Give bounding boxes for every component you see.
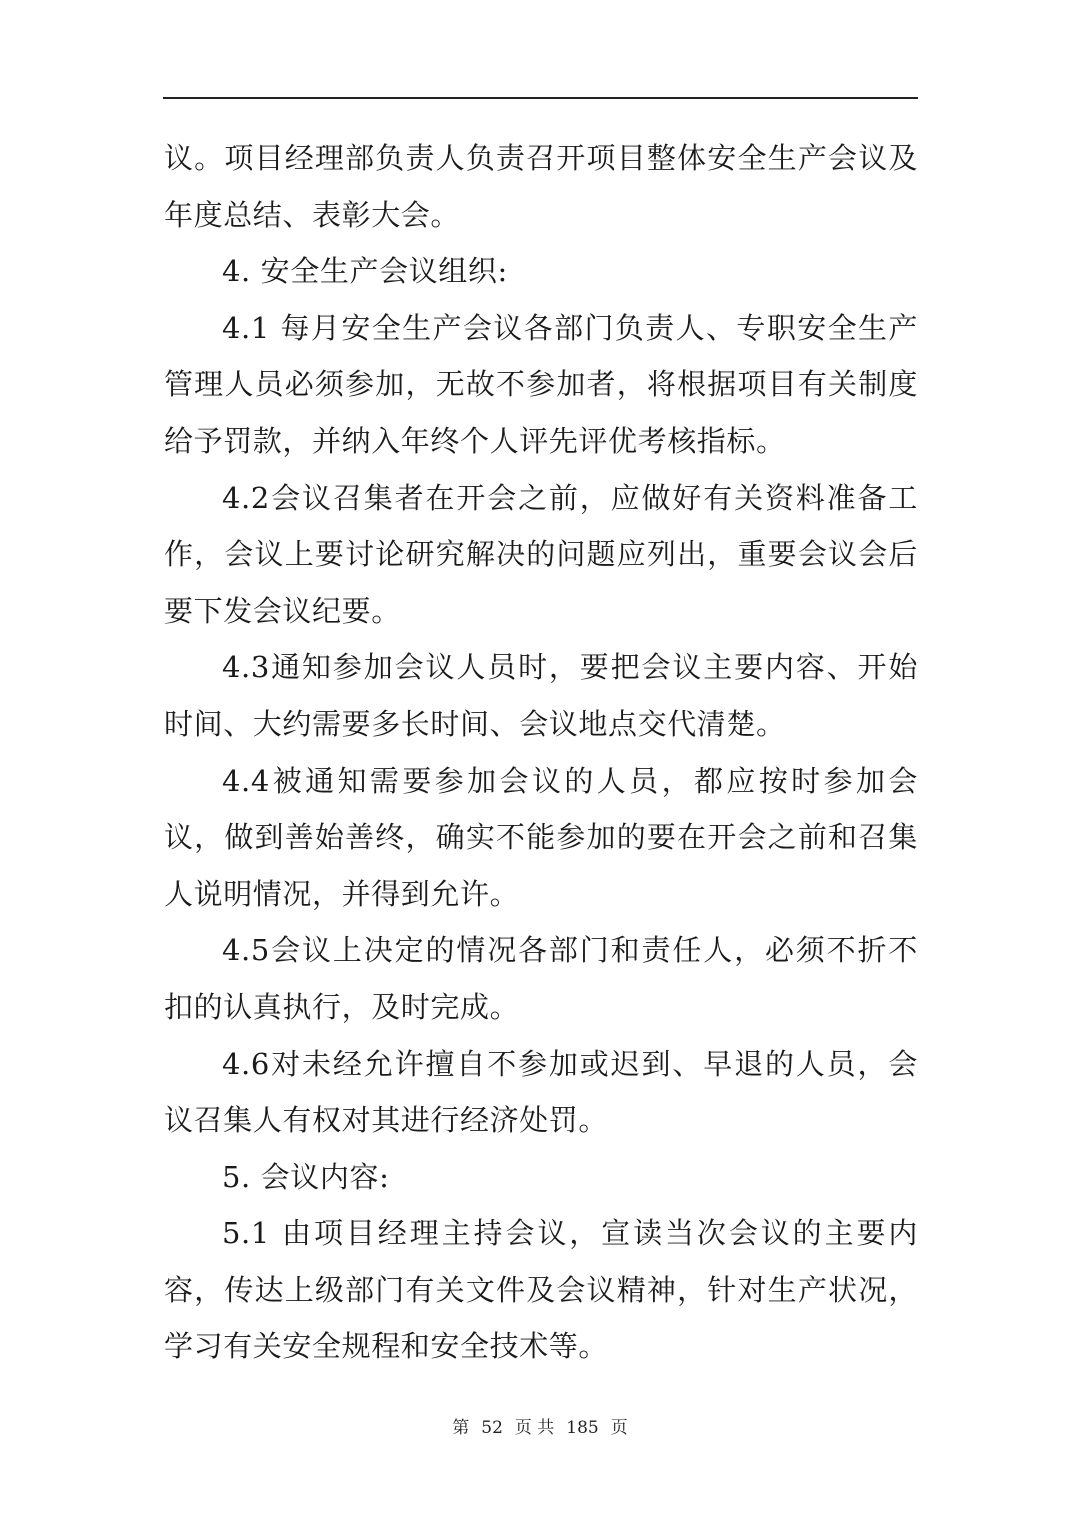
page-total: 185 xyxy=(566,1418,599,1438)
heading-4-meeting-organization: 4. 安全生产会议组织: xyxy=(222,254,508,289)
heading-5-meeting-content: 5. 会议内容: xyxy=(222,1159,390,1194)
document-body xyxy=(164,130,918,1375)
paragraph-4-6: 4.6对未经允许擅自不参加或迟到、早退的人员，会议召集人有权对其进行经济处罚。 xyxy=(164,1046,918,1138)
paragraph-4-5: 4.5会议上决定的情况各部门和责任人，必须不折不扣的认真执行，及时完成。 xyxy=(164,933,918,1024)
paragraph-4-2: 4.2会议召集者在开会之前，应做好有关资料准备工作，会议上要讨论研究解决的问题应列出，重要会议会后要下发会议纪要。 xyxy=(164,480,918,628)
page-number: 52 xyxy=(481,1418,503,1438)
paragraph-4-1: 4.1 每月安全生产会议各部门负责人、专职安全生产管理人员必须参加，无故不参加者，将根据项目有关制度给予罚款，并纳入年终个人评先评优考核指标。 xyxy=(164,310,918,458)
page-footer xyxy=(0,1414,1080,1442)
footer-prefix: 第 xyxy=(452,1418,470,1438)
paragraph-5-1: 5.1 由项目经理主持会议，宣读当次会议的主要内容，传达上级部门有关文件及会议精神，针对生产状况，学习有关安全规程和安全技术等。 xyxy=(164,1216,918,1364)
paragraph-4-4: 4.4被通知需要参加会议的人员，都应按时参加会议，做到善始善终，确实不能参加的要在开会之前和召集人说明情况，并得到允许。 xyxy=(164,763,918,911)
paragraph-4-3: 4.3通知参加会议人员时，要把会议主要内容、开始时间、大约需要多长时间、会议地点交代清楚。 xyxy=(164,650,918,741)
paragraph-continuation: 议。项目经理部负责人负责召开项目整体安全生产会议及年度总结、表彰大会。 xyxy=(164,141,918,232)
footer-mid: 页 共 xyxy=(514,1418,555,1438)
header-rule xyxy=(163,97,918,99)
footer-suffix: 页 xyxy=(610,1418,628,1438)
